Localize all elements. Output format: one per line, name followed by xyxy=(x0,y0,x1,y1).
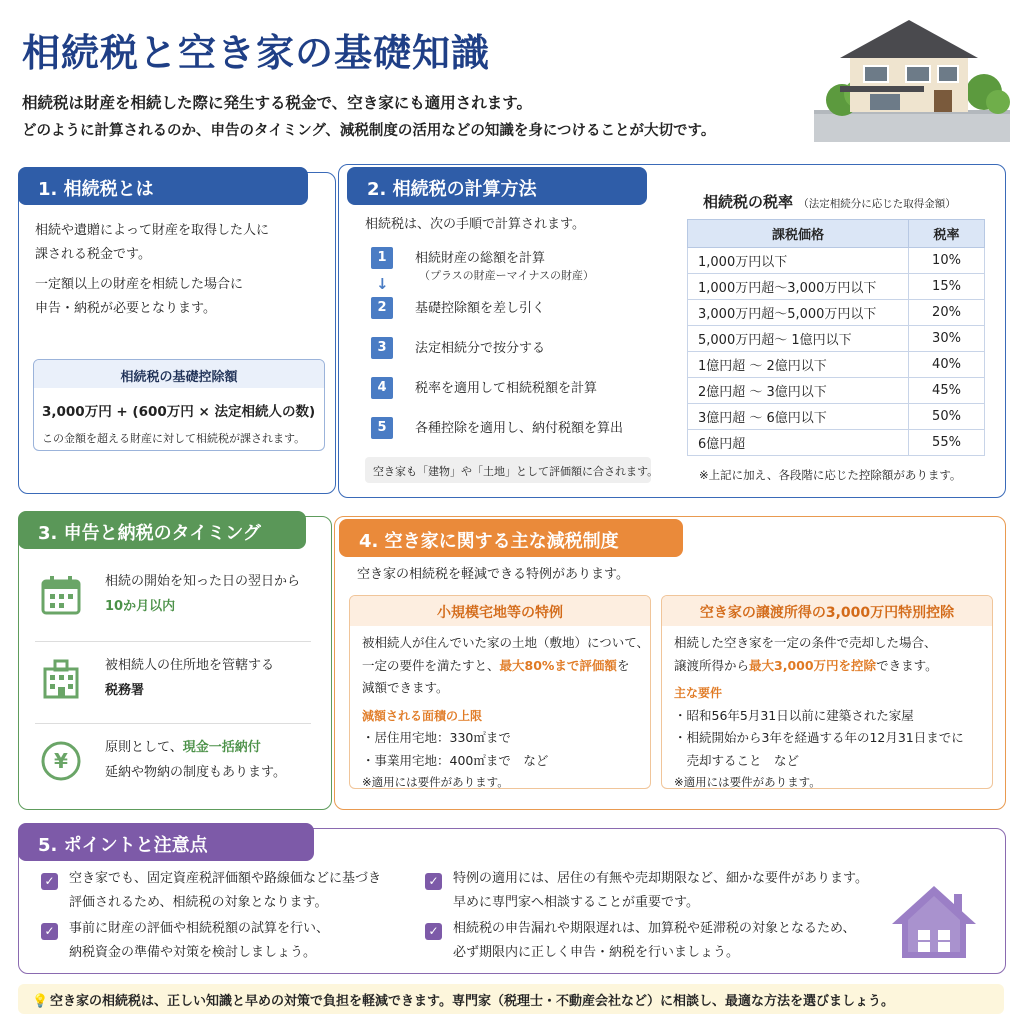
step-number: 1 xyxy=(371,247,393,269)
section-5-heading: 5. ポイントと注意点 xyxy=(18,823,314,861)
reduction-intro: 空き家の相続税を軽減できる特例があります。 xyxy=(357,567,629,582)
arrow-down-icon: ↓ xyxy=(376,275,389,293)
basic-deduction-title: 相続税の基礎控除額 xyxy=(34,360,324,388)
step-label: 各種控除を適用し、納付税額を算出 xyxy=(415,421,624,436)
point-text: 早めに専門家へ相談することが重要です。 xyxy=(453,895,699,911)
section-4-card xyxy=(334,516,1006,810)
table-cell: 40% xyxy=(909,352,985,378)
table-cell: 3,000万円超～5,000万円以下 xyxy=(688,300,909,326)
table-cell: 5,000万円超～ 1億円以下 xyxy=(688,326,909,352)
basic-deduction-box xyxy=(33,359,325,451)
rate-table-subtitle: （法定相続分に応じた取得金額） xyxy=(798,198,956,210)
timing-item-office xyxy=(35,647,311,723)
intro-line-2: どのように計算されるのか、申告のタイミング、減税制度の活用などの知識を身につけることが大切です。 xyxy=(22,123,716,139)
timing-office: 税務署 xyxy=(105,683,145,699)
point-item xyxy=(69,917,329,965)
table-cell: 2億円超 ～ 3億円以下 xyxy=(688,378,909,404)
section-5-card xyxy=(18,828,1006,974)
special-bullet: ・昭和56年5月31日以前に建築された家屋 xyxy=(674,707,914,723)
calc-intro: 相続税は、次の手順で計算されます。 xyxy=(365,217,585,232)
special-note: ※適用には要件があります。 xyxy=(362,775,509,789)
special-subtitle: 主な要件 xyxy=(674,686,723,700)
house-illustration xyxy=(814,14,1010,142)
purple-house-icon xyxy=(888,882,980,962)
special-highlight: 最大80%まで評価額 xyxy=(499,657,617,673)
step-label: 法定相続分で按分する xyxy=(415,341,546,356)
footer-message xyxy=(18,984,1004,1014)
calendar-icon xyxy=(39,573,83,617)
table-cell: 55% xyxy=(909,430,985,456)
footer-text: 空き家の相続税は、正しい知識と早めの対策で負担を軽減できます。専門家（税理士・不動産会社など）に相談し、最適な方法を選びましょう。 xyxy=(50,994,894,1009)
step-number: 3 xyxy=(371,337,393,359)
basic-deduction-note: この金額を超える財産に対して相続税が課されます。 xyxy=(42,432,306,445)
point-item xyxy=(453,917,855,965)
check-icon: ✓ xyxy=(41,923,58,940)
tax-rate-table xyxy=(687,219,985,456)
table-row xyxy=(688,352,985,378)
section-4-heading: 4. 空き家に関する主な減税制度 xyxy=(339,519,683,557)
table-cell: 20% xyxy=(909,300,985,326)
special-text: 減額できます。 xyxy=(362,680,449,695)
section-2-heading: 2. 相続税の計算方法 xyxy=(347,167,647,205)
point-text: 納税資金の準備や対策を検討しましょう。 xyxy=(69,945,317,961)
section-2-card xyxy=(338,164,1006,498)
intro-line-1: 相続税は財産を相続した際に発生する税金で、空き家にも適用されます。 xyxy=(22,94,532,112)
special-bullet: ・事業用宅地：400㎡まで など xyxy=(362,752,549,768)
table-cell: 50% xyxy=(909,404,985,430)
step-label: 相続財産の総額を計算 xyxy=(415,251,546,266)
check-icon: ✓ xyxy=(425,923,442,940)
lightbulb-icon: 💡 xyxy=(32,994,49,1009)
table-row xyxy=(688,300,985,326)
timing-deadline: 10か月以内 xyxy=(105,599,176,615)
page-title: 相続税と空き家の基礎知識 xyxy=(22,31,491,75)
column-header: 税率 xyxy=(909,220,985,248)
section-1-text: 一定額以上の財産を相続した場合に xyxy=(35,277,244,292)
svg-text:¥: ¥ xyxy=(54,749,68,773)
point-text: 評価されるため、相続税の対象となります。 xyxy=(69,895,328,911)
step-sublabel: （プラスの財産ーマイナスの財産） xyxy=(419,269,595,282)
check-icon: ✓ xyxy=(425,873,442,890)
tax-office-icon xyxy=(39,657,83,701)
special-bullet: 売却すること など xyxy=(674,752,800,768)
section-3-card xyxy=(18,516,332,810)
table-row xyxy=(688,430,985,456)
table-cell: 1億円超 ～ 2億円以下 xyxy=(688,352,909,378)
point-text: 事前に財産の評価や相続税額の試算を行い、 xyxy=(69,921,330,936)
column-header: 課税価格 xyxy=(688,220,909,248)
timing-text: 被相続人の住所地を管轄する xyxy=(105,658,275,673)
step-label: 税率を適用して相続税額を計算 xyxy=(415,381,598,396)
vacant-house-deduction-title: 空き家の譲渡所得の3,000万円特別控除 xyxy=(662,596,992,626)
special-text: 譲渡所得から xyxy=(674,657,750,673)
step-number: 2 xyxy=(371,297,393,319)
rate-table-title-main: 相続税の税率 xyxy=(703,193,794,211)
calc-note: 空き家も「建物」や「土地」として評価額に合されます。 xyxy=(365,457,651,483)
table-cell: 30% xyxy=(909,326,985,352)
timing-text: 相続の開始を知った日の翌日から xyxy=(105,574,301,589)
small-residential-land-title: 小規模宅地等の特例 xyxy=(350,596,650,626)
special-text: 相続した空き家を一定の条件で売却した場合、 xyxy=(674,635,937,650)
table-cell: 6億円超 xyxy=(688,430,909,456)
special-note: ※適用には要件があります。 xyxy=(674,775,821,789)
divider xyxy=(35,723,311,724)
point-text: 空き家でも、固定資産税評価額や路線価などに基づき xyxy=(69,871,382,886)
timing-item-deadline xyxy=(35,563,311,639)
point-item xyxy=(69,867,381,915)
table-cell: 45% xyxy=(909,378,985,404)
special-text: を xyxy=(616,657,630,673)
special-text: できます。 xyxy=(876,657,938,673)
special-text: 被相続人が住んでいた家の土地（敷地）について、 xyxy=(362,635,650,650)
table-row xyxy=(688,274,985,300)
table-cell: 10% xyxy=(909,248,985,274)
special-subtitle: 減額される面積の上限 xyxy=(362,708,483,723)
section-1-text: 相続や遺贈によって財産を取得した人に xyxy=(35,223,270,238)
section-3-heading: 3. 申告と納税のタイミング xyxy=(18,511,306,549)
special-text: 一定の要件を満たすと、 xyxy=(362,657,500,673)
point-text: 必ず期限内に正しく申告・納税を行いましょう。 xyxy=(453,945,740,961)
section-1-text: 申告・納税が必要となります。 xyxy=(35,301,216,317)
section-1-heading: 1. 相続税とは xyxy=(18,167,308,205)
table-row xyxy=(688,404,985,430)
point-text: 相続税の申告漏れや期限遅れは、加算税や延滞税の対象となるため、 xyxy=(453,921,856,936)
table-row xyxy=(688,326,985,352)
table-row xyxy=(688,378,985,404)
yen-icon xyxy=(39,739,83,783)
basic-deduction-formula: 3,000万円 + (600万円 × 法定相続人の数) xyxy=(42,404,316,420)
special-bullet: ・相続開始から3年を経過する年の12月31日までに xyxy=(674,730,964,746)
step-label: 基礎控除額を差し引く xyxy=(415,301,546,316)
table-cell: 15% xyxy=(909,274,985,300)
table-cell: 1,000万円超～3,000万円以下 xyxy=(688,274,909,300)
timing-text: 延納や物納の制度もあります。 xyxy=(105,765,286,781)
vacant-house-deduction-card xyxy=(661,595,993,789)
special-highlight: 最大3,000万円を控除 xyxy=(749,657,877,673)
table-cell: 1,000万円以下 xyxy=(688,248,909,274)
table-row xyxy=(688,248,985,274)
special-bullet: ・居住用宅地：330㎡まで xyxy=(362,730,511,746)
section-1-text: 課される税金です。 xyxy=(35,247,151,263)
timing-payment: 現金一括納付 xyxy=(182,740,261,755)
timing-text: 原則として、 xyxy=(105,740,183,755)
divider xyxy=(35,641,311,642)
section-1-card xyxy=(18,172,336,494)
small-residential-land-card xyxy=(349,595,651,789)
table-cell: 3億円超 ～ 6億円以下 xyxy=(688,404,909,430)
point-text: 特例の適用には、居住の有無や売却期限など、細かな要件があります。 xyxy=(453,871,868,886)
step-number: 5 xyxy=(371,417,393,439)
rate-table-note: ※上記に加え、各段階に応じた控除額があります。 xyxy=(699,468,962,482)
step-number: 4 xyxy=(371,377,393,399)
rate-table-title xyxy=(703,191,956,212)
check-icon: ✓ xyxy=(41,873,58,890)
timing-item-payment xyxy=(35,729,311,805)
point-item xyxy=(453,867,868,915)
